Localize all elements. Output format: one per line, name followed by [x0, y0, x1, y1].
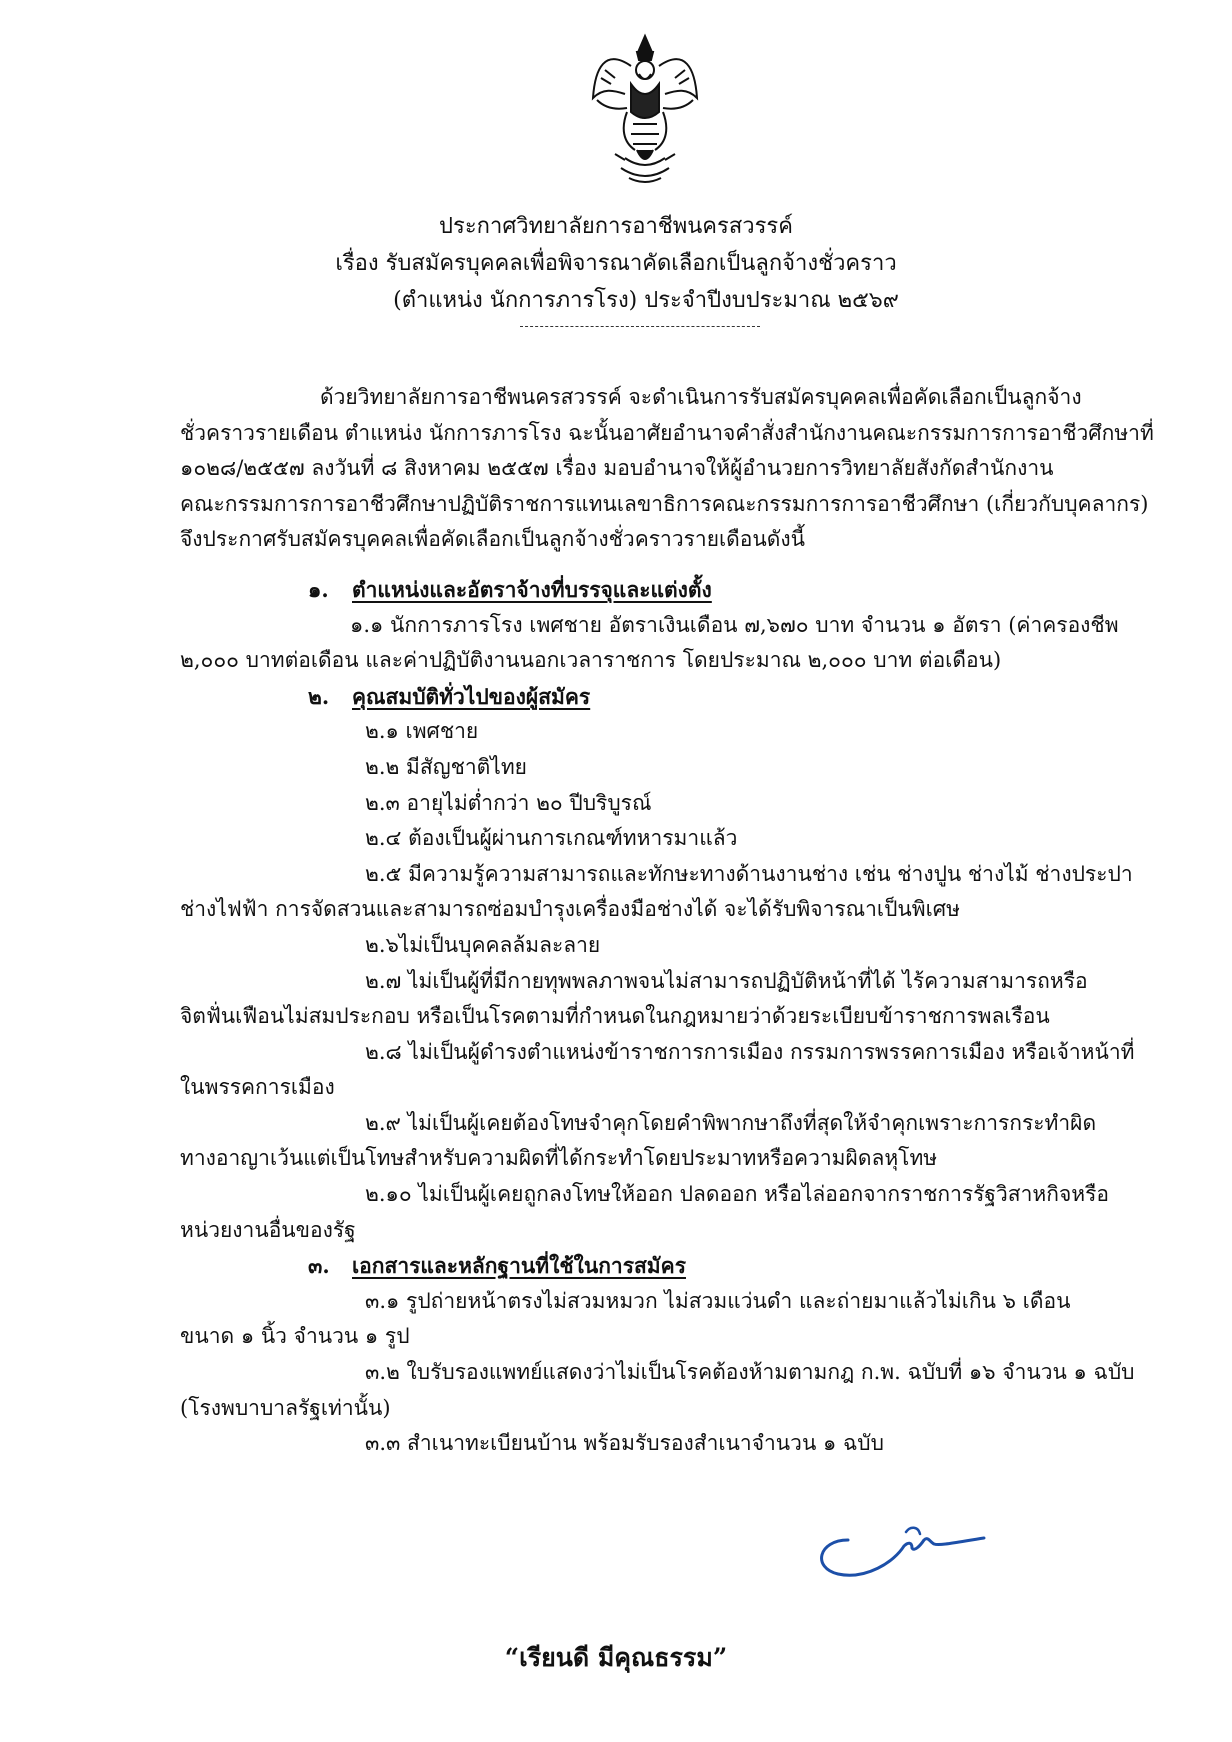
- list-item-continuation: ทางอาญาเว้นแต่เป็นโทษสำหรับความผิดที่ได้กระทำโดยประมาทหรือความผิดลหุโทษ: [180, 1146, 938, 1171]
- handwritten-signature: [808, 1502, 988, 1582]
- list-item-continuation: (โรงพบาบาลรัฐเท่านั้น): [180, 1395, 391, 1420]
- section-heading: [180, 572, 1120, 608]
- intro-line: คณะกรรมการการอาชีวศึกษาปฏิบัติราชการแทนเลขาธิการคณะกรรมการการอาชีวศึกษา (เกี่ยวกับบุคลากร): [180, 491, 1149, 516]
- announcement-body: [180, 380, 1154, 1462]
- header-title: ประกาศวิทยาลัยการอาชีพนครสวรรค์: [439, 214, 793, 239]
- intro-line: ด้วยวิทยาลัยการอาชีพนครสวรรค์ จะดำเนินการรับสมัครบุคคลเพื่อคัดเลือกเป็นลูกจ้าง: [320, 385, 1082, 409]
- section-title: ตำแหน่งและอัตราจ้างที่บรรจุและแต่งตั้ง: [352, 576, 712, 602]
- intro-line: จึงประกาศรับสมัครบุคคลเพื่อคัดเลือกเป็นลูกจ้างชั่วคราวรายเดือนดังนี้: [180, 527, 806, 552]
- list-item: ๒.๙ ไม่เป็นผู้เคยต้องโทษจำคุกโดยคำพิพากษาถึงที่สุดให้จำคุกเพราะการกระทำผิด: [365, 1110, 1097, 1135]
- header-position: (ตำแหน่ง นักการภารโรง) ประจำปีงบประมาณ ๒๕๖๙: [393, 288, 899, 313]
- list-item: ๒.๕ มีความรู้ความสามารถและทักษะทางด้านงานช่าง เช่น ช่างปูน ช่างไม้ ช่างประปา: [365, 861, 1133, 886]
- list-item: ๓.๓ สำเนาทะเบียนบ้าน พร้อมรับรองสำเนาจำนวน ๑ ฉบับ: [365, 1431, 884, 1456]
- list-item-continuation: ๒,๐๐๐ บาทต่อเดือน และค่าปฏิบัติงานนอกเวลาราชการ โดยประมาณ ๒,๐๐๐ บาท ต่อเดือน): [180, 648, 1002, 673]
- list-item-continuation: ในพรรคการเมือง: [180, 1075, 335, 1100]
- list-item-continuation: ช่างไฟฟ้า การจัดสวนและสามารถซ่อมบำรุงเครื่องมือช่างได้ จะได้รับพิจารณาเป็นพิเศษ: [180, 897, 960, 922]
- list-item: ๓.๑ รูปถ่ายหน้าตรงไม่สวมหมวก ไม่สวมแว่นดำ และถ่ายมาแล้วไม่เกิน ๖ เดือน: [365, 1288, 1071, 1313]
- section-title: เอกสารและหลักฐานที่ใช้ในการสมัคร: [352, 1253, 686, 1279]
- section-title: คุณสมบัติทั่วไปของผู้สมัคร: [352, 683, 591, 709]
- list-item-continuation: หน่วยงานอื่นของรัฐ: [180, 1217, 356, 1242]
- list-item: ๒.๔ ต้องเป็นผู้ผ่านการเกณฑ์ทหารมาแล้ว: [365, 826, 738, 851]
- list-item: ๒.๘ ไม่เป็นผู้ดำรงตำแหน่งข้าราชการการเมือง กรรมการพรรคการเมือง หรือเจ้าหน้าที่: [365, 1039, 1135, 1064]
- intro-line: ๑๐๒๘/๒๕๕๗ ลงวันที่ ๘ สิงหาคม ๒๕๕๗ เรื่อง มอบอำนาจให้ผู้อำนวยการวิทยาลัยสังกัดสำนักงาน: [180, 456, 1054, 481]
- list-item: ๑.๑ นักการภารโรง เพศชาย อัตราเงินเดือน ๗,๖๗๐ บาท จำนวน ๑ อัตรา (ค่าครองชีพ: [350, 612, 1119, 637]
- section-number: ๑.: [308, 576, 329, 602]
- list-item-continuation: ขนาด ๑ นิ้ว จำนวน ๑ รูป: [180, 1324, 410, 1349]
- section-number: ๓.: [308, 1253, 330, 1279]
- list-item-continuation: จิตฟั่นเฟือนไม่สมประกอบ หรือเป็นโรคตามที่กำหนดในกฎหมายว่าด้วยระเบียบข้าราชการพลเรือน: [180, 1004, 1050, 1029]
- section-heading: [180, 1248, 1120, 1284]
- list-item: ๒.๑ เพศชาย: [365, 719, 479, 744]
- header-divider: [520, 326, 760, 327]
- section-number: ๒.: [308, 683, 330, 709]
- section-heading: [180, 679, 1120, 715]
- announcement-header: [0, 208, 1232, 319]
- list-item: ๒.๓ อายุไม่ต่ำกว่า ๒๐ ปีบริบูรณ์: [365, 790, 652, 815]
- list-item: ๒.๒ มีสัญชาติไทย: [365, 754, 527, 779]
- garuda-emblem-icon: [585, 28, 705, 188]
- list-item: ๒.๑๐ ไม่เป็นผู้เคยถูกลงโทษให้ออก ปลดออก หรือไล่ออกจากราชการรัฐวิสาหกิจหรือ: [365, 1182, 1110, 1207]
- motto: “เรียนดี มีคุณธรรม”: [504, 1643, 728, 1672]
- list-item: ๒.๖ไม่เป็นบุคคลล้มละลาย: [365, 932, 601, 957]
- list-item: ๒.๗ ไม่เป็นผู้ที่มีกายทุพพลภาพจนไม่สามารถปฏิบัติหน้าที่ได้ ไร้ความสามารถหรือ: [365, 968, 1088, 993]
- list-item: ๓.๒ ใบรับรองแพทย์แสดงว่าไม่เป็นโรคต้องห้ามตามกฎ ก.พ. ฉบับที่ ๑๖ จำนวน ๑ ฉบับ: [365, 1360, 1135, 1385]
- header-subject: เรื่อง รับสมัครบุคคลเพื่อพิจารณาคัดเลือกเป็นลูกจ้างชั่วคราว: [335, 251, 897, 276]
- intro-line: ชั่วคราวรายเดือน ตำแหน่ง นักการภารโรง ฉะนั้นอาศัยอำนาจคำสั่งสำนักงานคณะกรรมการการอาชีวศึกษาที่: [180, 420, 1154, 445]
